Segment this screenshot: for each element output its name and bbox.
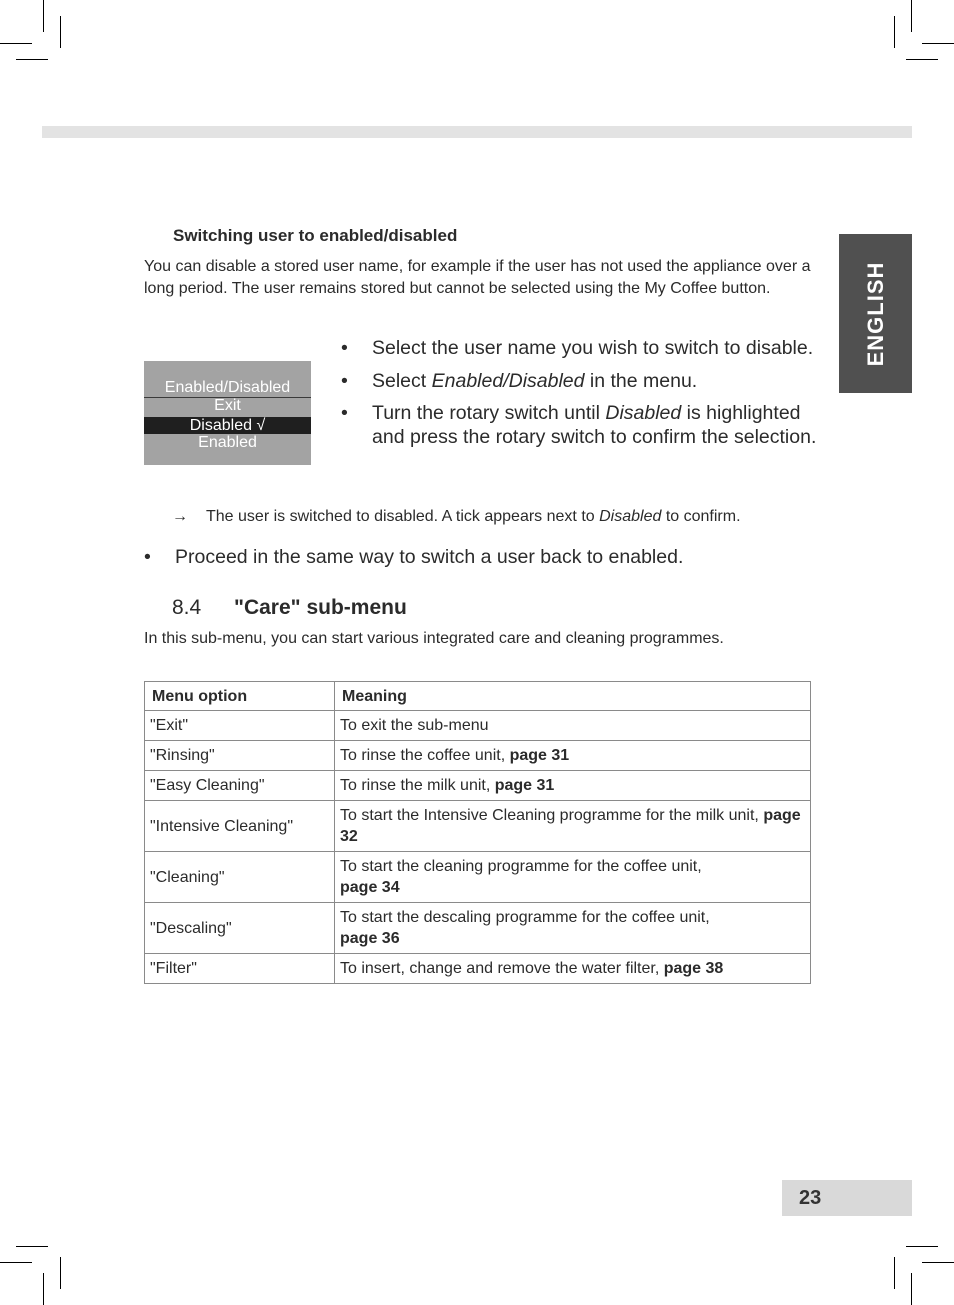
meaning-cell [335, 741, 811, 771]
menu-option-cell: "Rinsing" [145, 741, 335, 771]
display-row-disabled-highlighted: Disabled √ [144, 417, 311, 434]
step-text: in the menu. [584, 369, 698, 392]
result-text: The user is switched to disabled. A tick appears next to [206, 508, 600, 525]
menu-option-cell: "Intensive Cleaning" [145, 801, 335, 852]
display-illustration [144, 361, 311, 465]
display-row-enabled: Enabled [198, 434, 257, 451]
table-row [145, 852, 811, 903]
bullet-icon: • [144, 546, 151, 568]
language-tab-label: ENGLISH [862, 261, 888, 366]
result-text: to confirm. [661, 508, 741, 525]
display-title: Enabled/Disabled [164, 379, 291, 396]
header-bar [42, 126, 912, 138]
language-tab [839, 234, 912, 393]
meaning-text: To insert, change and remove the water filter, [340, 960, 664, 977]
crop-mark [922, 1262, 954, 1263]
crop-mark [906, 1246, 938, 1247]
table-row [145, 711, 811, 741]
list-item [341, 337, 821, 361]
table-row [145, 771, 811, 801]
meaning-text: To rinse the milk unit, [340, 777, 495, 794]
arrow-right-icon: → [172, 508, 188, 525]
subsection-heading: Switching user to enabled/disabled [173, 226, 458, 245]
meaning-cell [335, 954, 811, 984]
table-row [145, 954, 811, 984]
crop-mark [894, 1257, 895, 1289]
crop-mark [906, 59, 938, 60]
bullet-icon: • [341, 337, 348, 359]
page-number-box [782, 1180, 912, 1216]
section-title: "Care" sub-menu [234, 596, 407, 619]
table-row [145, 903, 811, 954]
page-number: 23 [799, 1187, 822, 1209]
crop-mark [16, 59, 48, 60]
proceed-step [144, 546, 683, 569]
crop-mark [43, 0, 44, 32]
menu-option-cell: "Cleaning" [145, 852, 335, 903]
column-header-meaning: Meaning [335, 682, 811, 711]
result-emphasis: Disabled [599, 508, 662, 525]
meaning-text: To rinse the coffee unit, [340, 747, 510, 764]
crop-mark [0, 1262, 32, 1263]
table-header-row [145, 682, 811, 711]
page-reference: page 32 [340, 807, 801, 845]
step-text: is highlighted and press the rotary switch to confirm the selection. [372, 402, 817, 448]
bullet-icon: • [341, 402, 348, 424]
meaning-cell [335, 903, 811, 954]
step-text: Select the user name you wish to switch to disable. [372, 337, 814, 359]
step-text: Select [372, 369, 432, 392]
page-reference: page 34 [340, 879, 400, 896]
menu-option-cell: "Descaling" [145, 903, 335, 954]
meaning-text: To start the descaling programme for the coffee unit, [340, 909, 710, 926]
page-reference: page 31 [509, 747, 570, 764]
step-text: Turn the rotary switch until [372, 402, 606, 424]
meaning-cell [335, 771, 811, 801]
meaning-text: To start the cleaning programme for the coffee unit, [340, 858, 702, 875]
crop-mark [16, 1246, 48, 1247]
crop-mark [60, 16, 61, 48]
crop-mark [911, 0, 912, 32]
meaning-text: To start the Intensive Cleaning programme for the milk unit, [340, 807, 764, 824]
page-reference: page 31 [494, 777, 555, 794]
crop-mark [60, 1257, 61, 1289]
meaning-cell [335, 801, 811, 852]
menu-option-cell: "Easy Cleaning" [145, 771, 335, 801]
care-menu-table [144, 681, 811, 984]
meaning-cell [335, 852, 811, 903]
crop-mark [911, 1273, 912, 1305]
crop-mark [43, 1273, 44, 1305]
table-row [145, 741, 811, 771]
column-header-menu-option: Menu option [145, 682, 335, 711]
page-reference: page 38 [663, 960, 724, 977]
meaning-text: To exit the sub-menu [340, 717, 489, 734]
crop-mark [0, 43, 32, 44]
instruction-steps [341, 337, 821, 458]
crop-mark [894, 16, 895, 48]
list-item [341, 402, 821, 449]
section-intro: In this sub-menu, you can start various integrated care and cleaning programmes. [144, 630, 724, 647]
page-reference: page 36 [340, 930, 400, 947]
step-emphasis: Disabled [605, 402, 682, 424]
meaning-cell [335, 711, 811, 741]
step-emphasis: Enabled/Disabled [431, 369, 585, 392]
proceed-text: Proceed in the same way to switch a user back to enabled. [175, 546, 684, 568]
table-row [145, 801, 811, 852]
result-note [172, 508, 741, 526]
display-row-exit: Exit [214, 397, 241, 414]
crop-mark [922, 43, 954, 44]
menu-option-cell: "Exit" [145, 711, 335, 741]
bullet-icon: • [341, 369, 348, 392]
section-number: 8.4 [172, 596, 202, 619]
subsection-intro: You can disable a stored user name, for example if the user has not used the appliance over a long period. The user remains stored but cannot be selected using the My Coffee button. [144, 258, 811, 297]
section-heading [172, 596, 407, 620]
list-item [341, 370, 821, 394]
menu-option-cell: "Filter" [145, 954, 335, 984]
